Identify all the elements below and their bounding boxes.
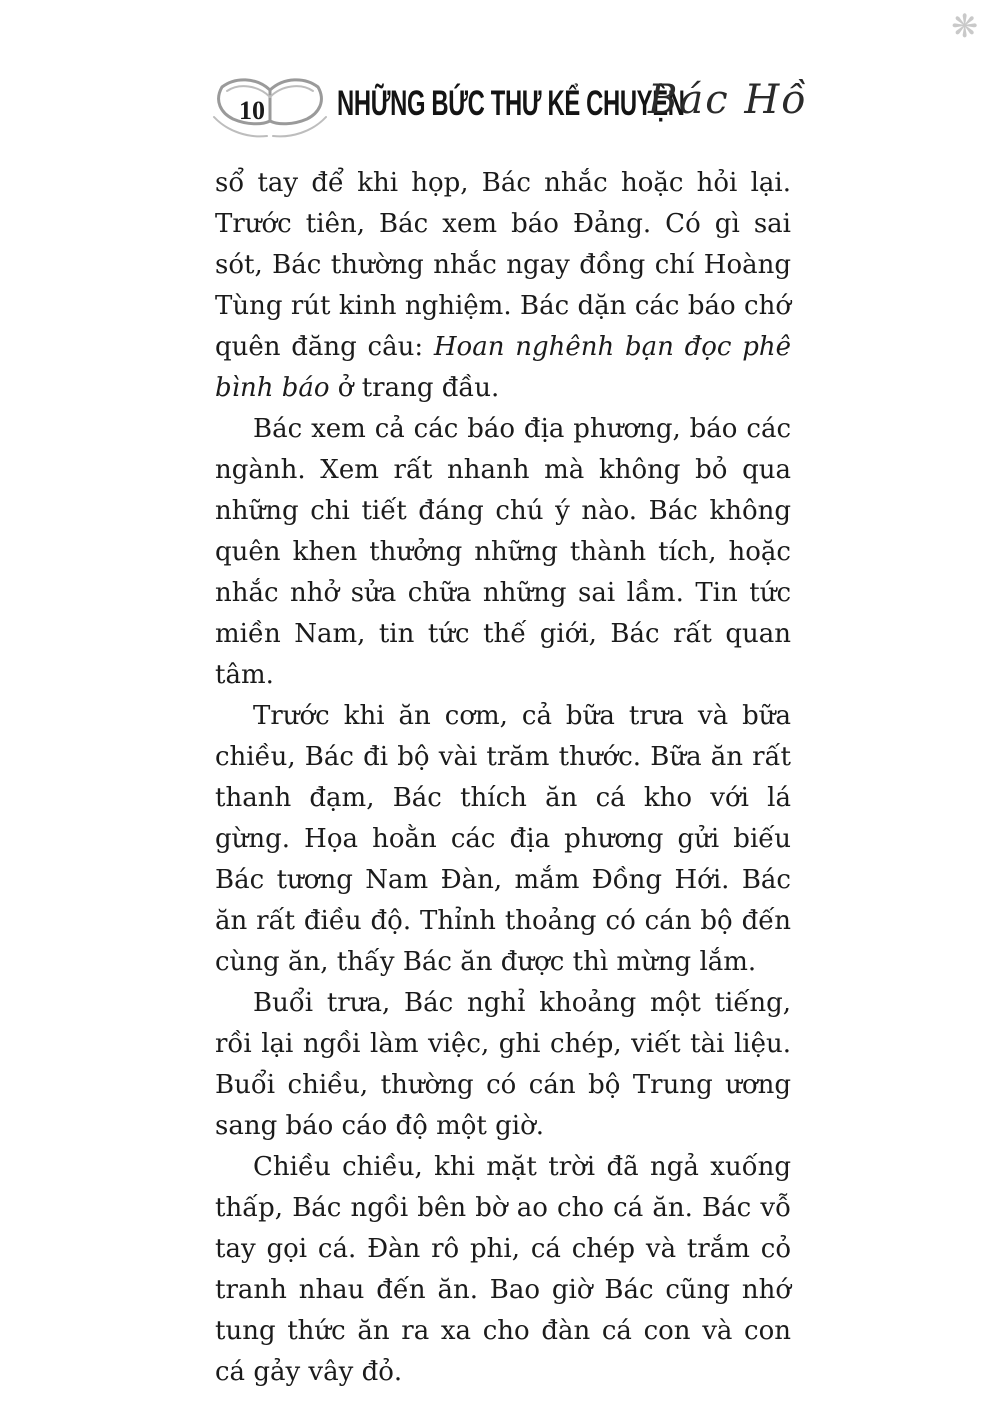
book-title: NHỮNG BỨC THƯ KỂ CHUYỆN (337, 84, 685, 123)
page-number: 10 (239, 96, 265, 125)
paragraph-1 (215, 163, 791, 409)
book-title-script: Bác Hồ (648, 77, 808, 123)
paragraph-4: Buổi trưa, Bác nghỉ khoảng một tiếng, rồi lại ngồi làm việc, ghi chép, viết tài liệu. Buổi chiều, thường có cán bộ Trung ương sang báo cáo độ một giờ. (215, 988, 791, 1141)
paragraph-1-quote-italic: Hoan nghênh bạn đọc phê bình báo (215, 332, 791, 403)
flower-asterisk-icon: ❋ (951, 7, 978, 45)
paragraph-3: Trước khi ăn cơm, cả bữa trưa và bữa chiều, Bác đi bộ vài trăm thước. Bữa ăn rất thanh đạm, Bác thích ăn cá kho với lá gừng. Họa hoằn các địa phương gửi biếu Bác tương Nam Đàn, mắm Đồng Hới. Bác ăn rất điều độ. Thỉnh thoảng có cán bộ đến cùng ăn, thấy Bác ăn được thì mừng lắm. (215, 701, 791, 977)
paragraph-2: Bác xem cả các báo địa phương, báo các ngành. Xem rất nhanh mà không bỏ qua những chi tiết đáng chú ý nào. Bác không quên khen thưởng những thành tích, hoặc nhắc nhở sửa chữa những sai lầm. Tin tức miền Nam, tin tức thế giới, Bác rất quan tâm. (215, 414, 791, 690)
paragraph-1-text: sổ tay để khi họp, Bác nhắc hoặc hỏi lại. Trước tiên, Bác xem báo Đảng. Có gì sai sót, Bác thường nhắc ngay đồng chí Hoàng Tùng rút kinh nghiệm. Bác dặn các báo chớ quên đăng câu: (215, 168, 791, 362)
open-book-icon (208, 74, 332, 148)
paragraph-5: Chiều chiều, khi mặt trời đã ngả xuống thấp, Bác ngồi bên bờ ao cho cá ăn. Bác vỗ tay gọi cá. Đàn rô phi, cá chép và trắm cỏ tranh nhau đến ăn. Bao giờ Bác cũng nhớ tung thức ăn ra xa cho đàn cá con và con cá gảy vây đỏ. (215, 1152, 791, 1387)
page-body-text (215, 163, 791, 1393)
paragraph-1-text-end: ở trang đầu. (329, 373, 500, 403)
page-header (0, 0, 1000, 160)
